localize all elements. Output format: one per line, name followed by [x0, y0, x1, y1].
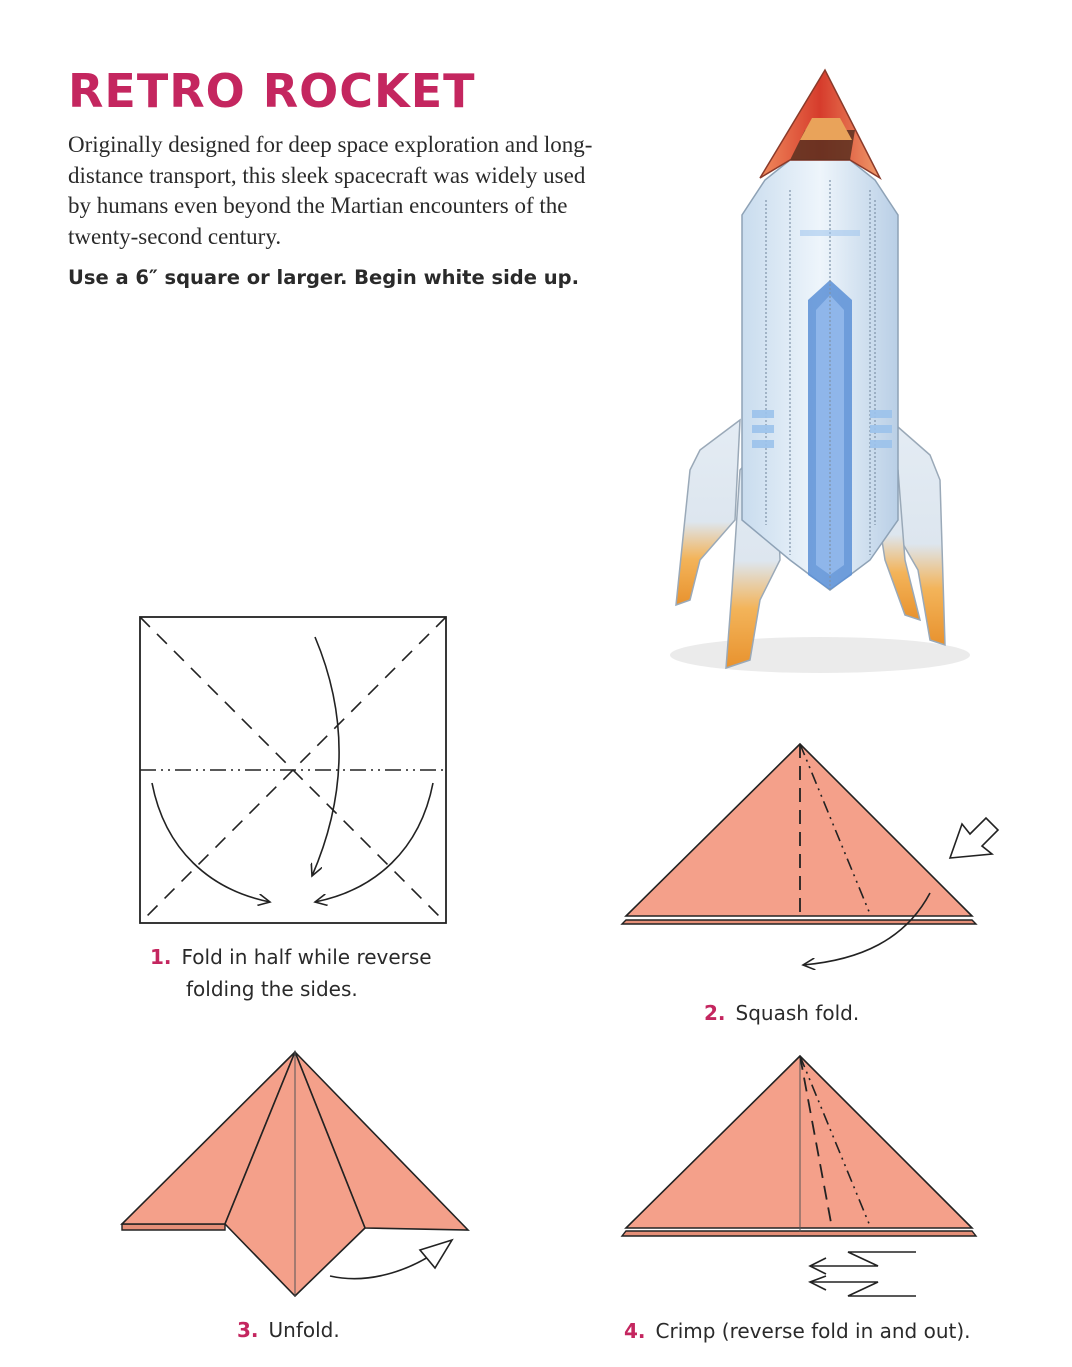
step-number: 1. [150, 945, 172, 969]
step-1-text-line1: Fold in half while reverse [181, 945, 432, 969]
unfold-arrow-icon [420, 1240, 452, 1268]
step-4-diagram [622, 1056, 976, 1296]
rocket-photo [670, 70, 970, 673]
instruction-text: Use a 6″ square or larger. Begin white side up. [68, 266, 580, 289]
step-2-text: Squash fold. [735, 1001, 860, 1025]
step-4-text: Crimp (reverse fold in and out). [655, 1319, 971, 1343]
intro-paragraph: Originally designed for deep space exploration and long-distance transport, this sleek spacecraft was widely used by humans even beyond the Martian encounters of the twenty-second century. [68, 132, 593, 249]
page-title: RETRO ROCKET [68, 64, 476, 118]
step-1-caption [150, 941, 432, 1005]
crimp-arrow-icon [810, 1252, 916, 1296]
step-number: 4. [624, 1319, 646, 1343]
step-4-caption [624, 1315, 971, 1347]
step-1-text-line2: folding the sides. [186, 977, 358, 1001]
step-3-text: Unfold. [268, 1318, 340, 1342]
step-1-diagram [140, 617, 446, 923]
step-number: 3. [237, 1318, 259, 1342]
push-arrow-icon [950, 818, 998, 858]
step-3-caption [237, 1314, 340, 1346]
step-2-diagram [622, 744, 998, 965]
step-3-diagram [122, 1052, 468, 1296]
step-2-caption [704, 997, 859, 1029]
step-number: 2. [704, 1001, 726, 1025]
